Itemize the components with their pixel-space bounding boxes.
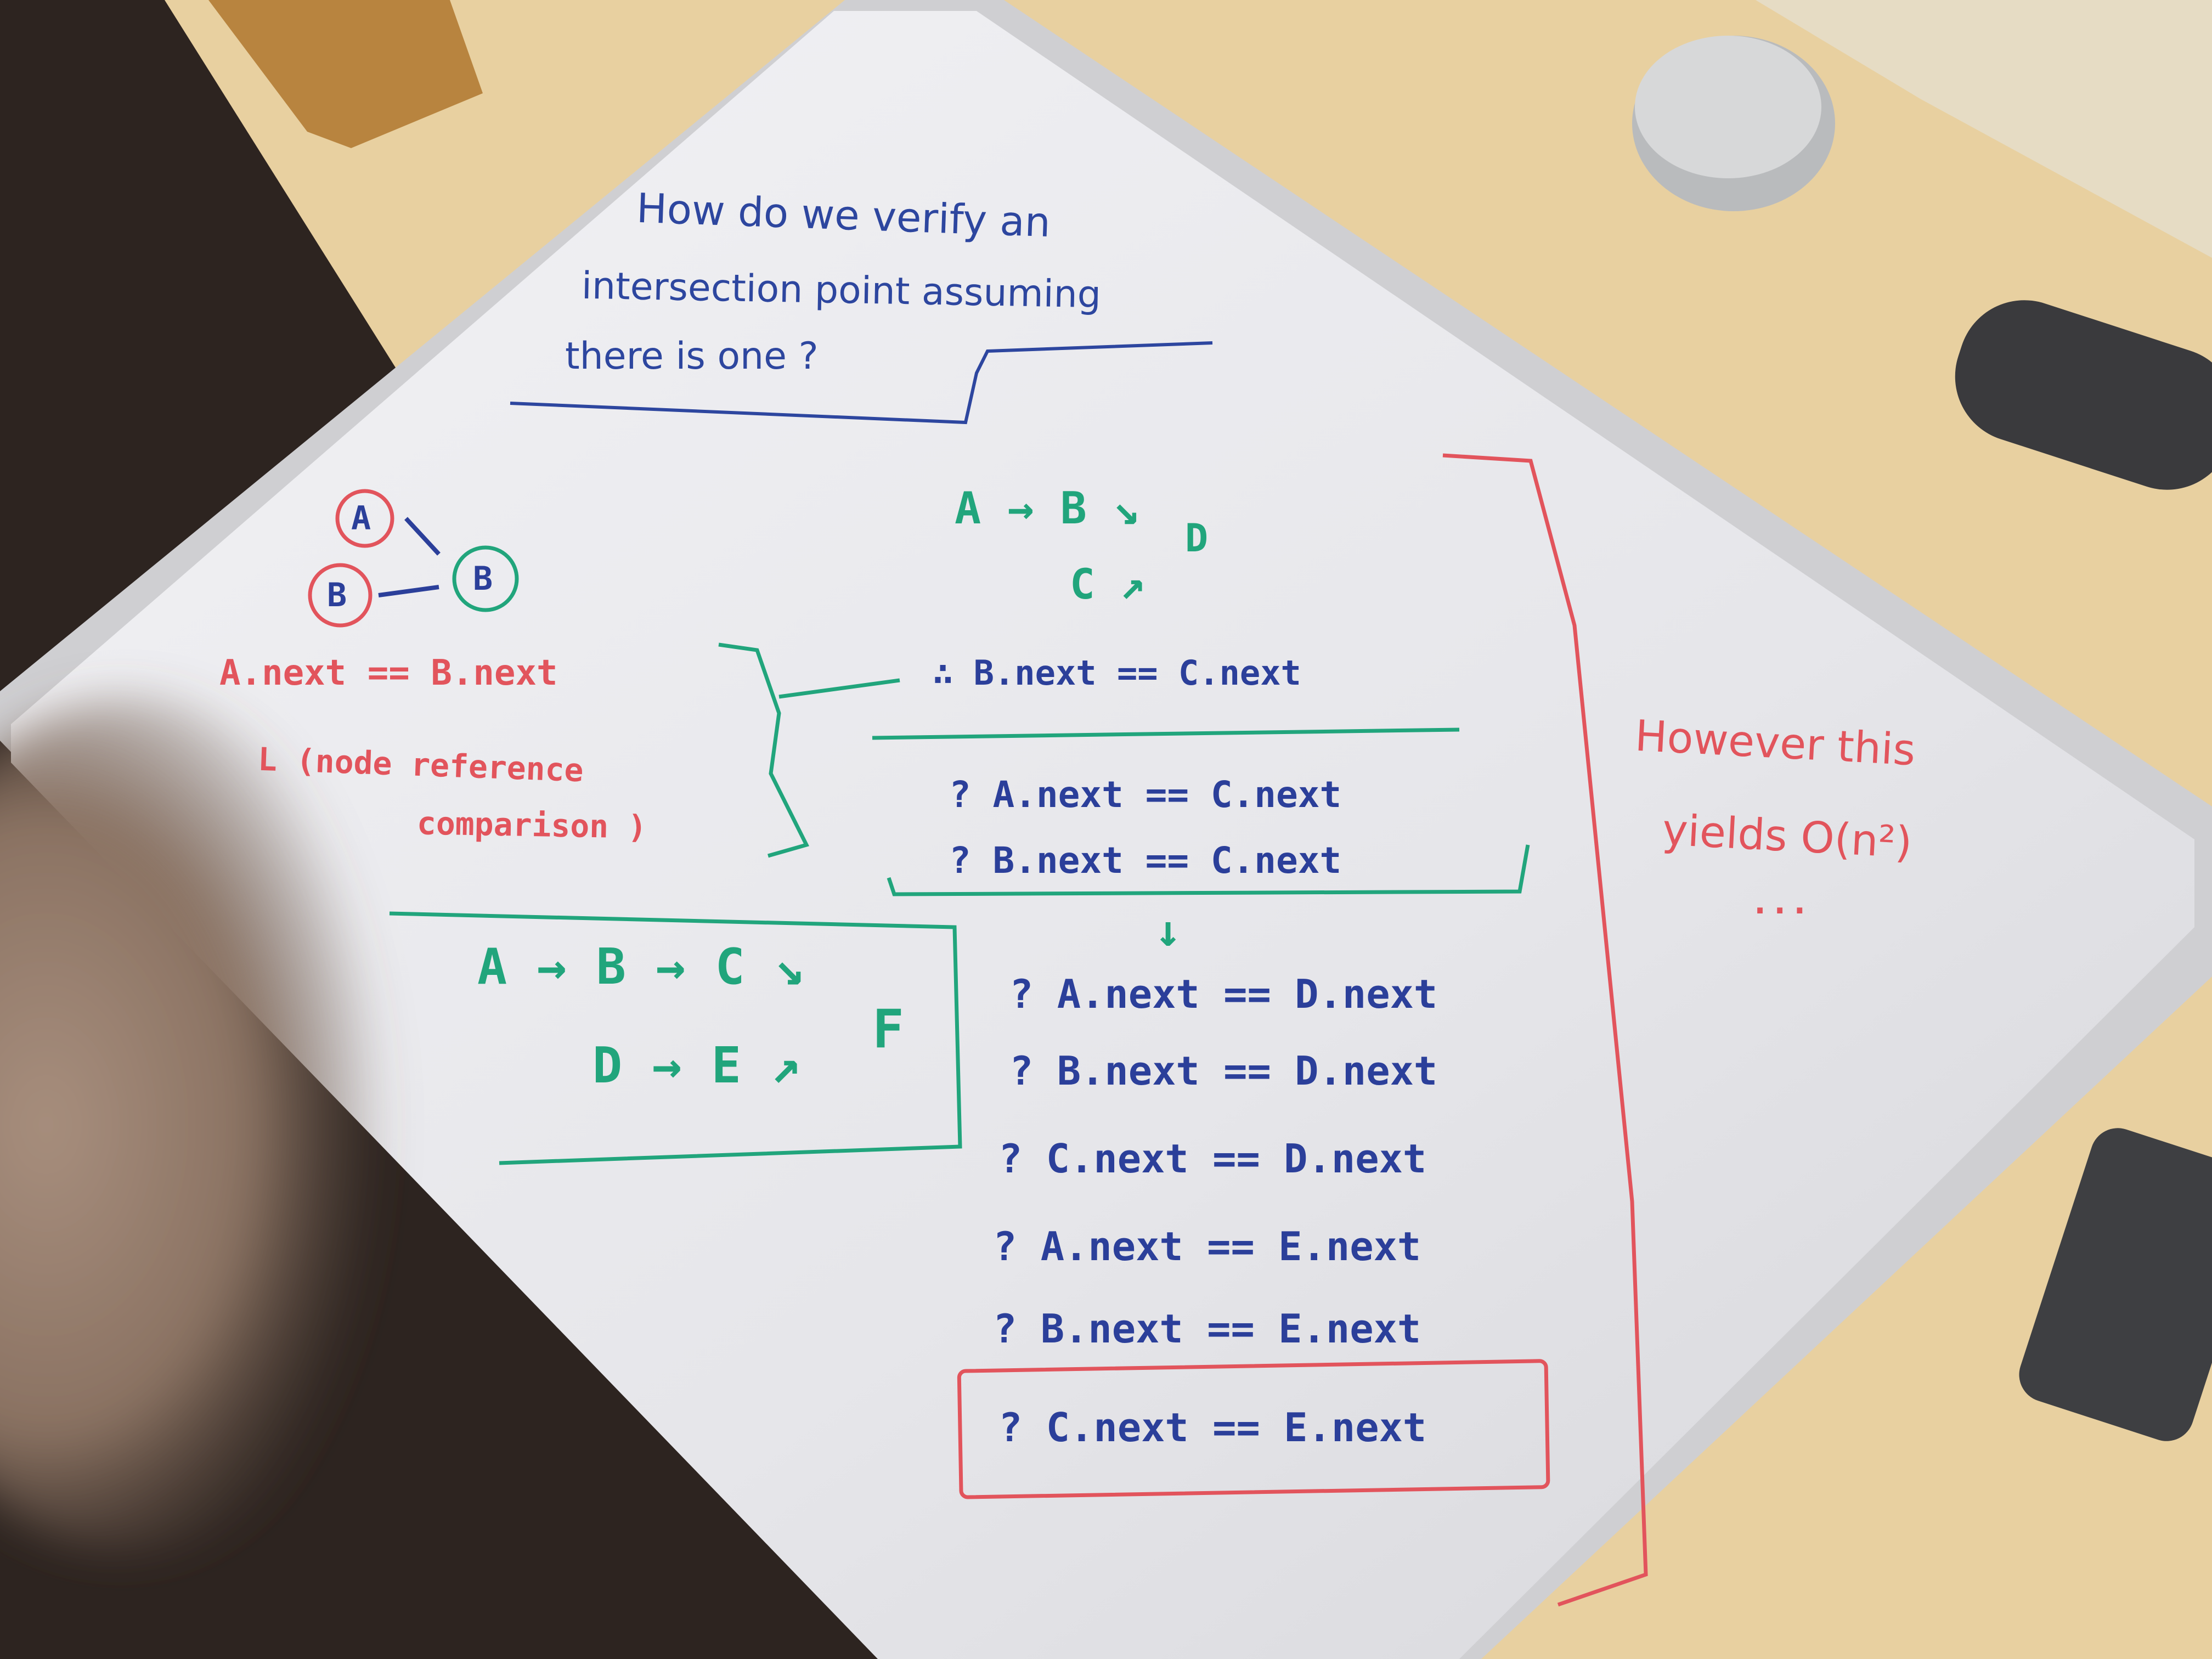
green-top-node-d: D: [1185, 516, 1209, 561]
check-a-d: ? A.next == D.next: [1009, 971, 1438, 1017]
green-top-line-1: A → B ↘: [955, 483, 1140, 534]
title-line-2: intersection point assuming: [581, 264, 1102, 317]
conclusion-text: ∴ B.next == C.next: [933, 653, 1301, 693]
check-c-d: ? C.next == D.next: [998, 1136, 1427, 1182]
side-note-ellipsis: ...: [1750, 883, 1810, 922]
red-note-line-1: L (node reference: [257, 740, 584, 789]
check-b-e: ? B.next == E.next: [993, 1306, 1421, 1352]
node-b1-label: B: [327, 576, 347, 614]
green-box-line-1: A → B → C ↘: [477, 938, 805, 996]
check-b-c: ? B.next == C.next: [949, 839, 1342, 882]
side-note-line-1: However this: [1633, 711, 1917, 776]
green-box-node-f: F: [872, 998, 904, 1060]
down-arrow: ↓: [1155, 905, 1182, 956]
node-b2-label: B: [473, 560, 493, 598]
title-line-1: How do we verify an: [635, 184, 1052, 247]
red-note-line-2: comparison ): [416, 804, 647, 846]
red-comparison: A.next == B.next: [219, 653, 558, 693]
green-top-line-2: C ↗: [1070, 560, 1146, 608]
title-line-3: there is one ?: [565, 335, 819, 378]
check-b-d: ? B.next == D.next: [1009, 1048, 1438, 1094]
check-c-e-highlighted: ? C.next == E.next: [998, 1404, 1427, 1451]
check-a-c: ? A.next == C.next: [949, 774, 1342, 816]
green-box-line-2: D → E ↗: [592, 1037, 801, 1094]
check-a-e: ? A.next == E.next: [993, 1223, 1421, 1269]
node-a-label: A: [351, 499, 371, 538]
side-note-line-2: yields O(n²): [1661, 805, 1914, 868]
